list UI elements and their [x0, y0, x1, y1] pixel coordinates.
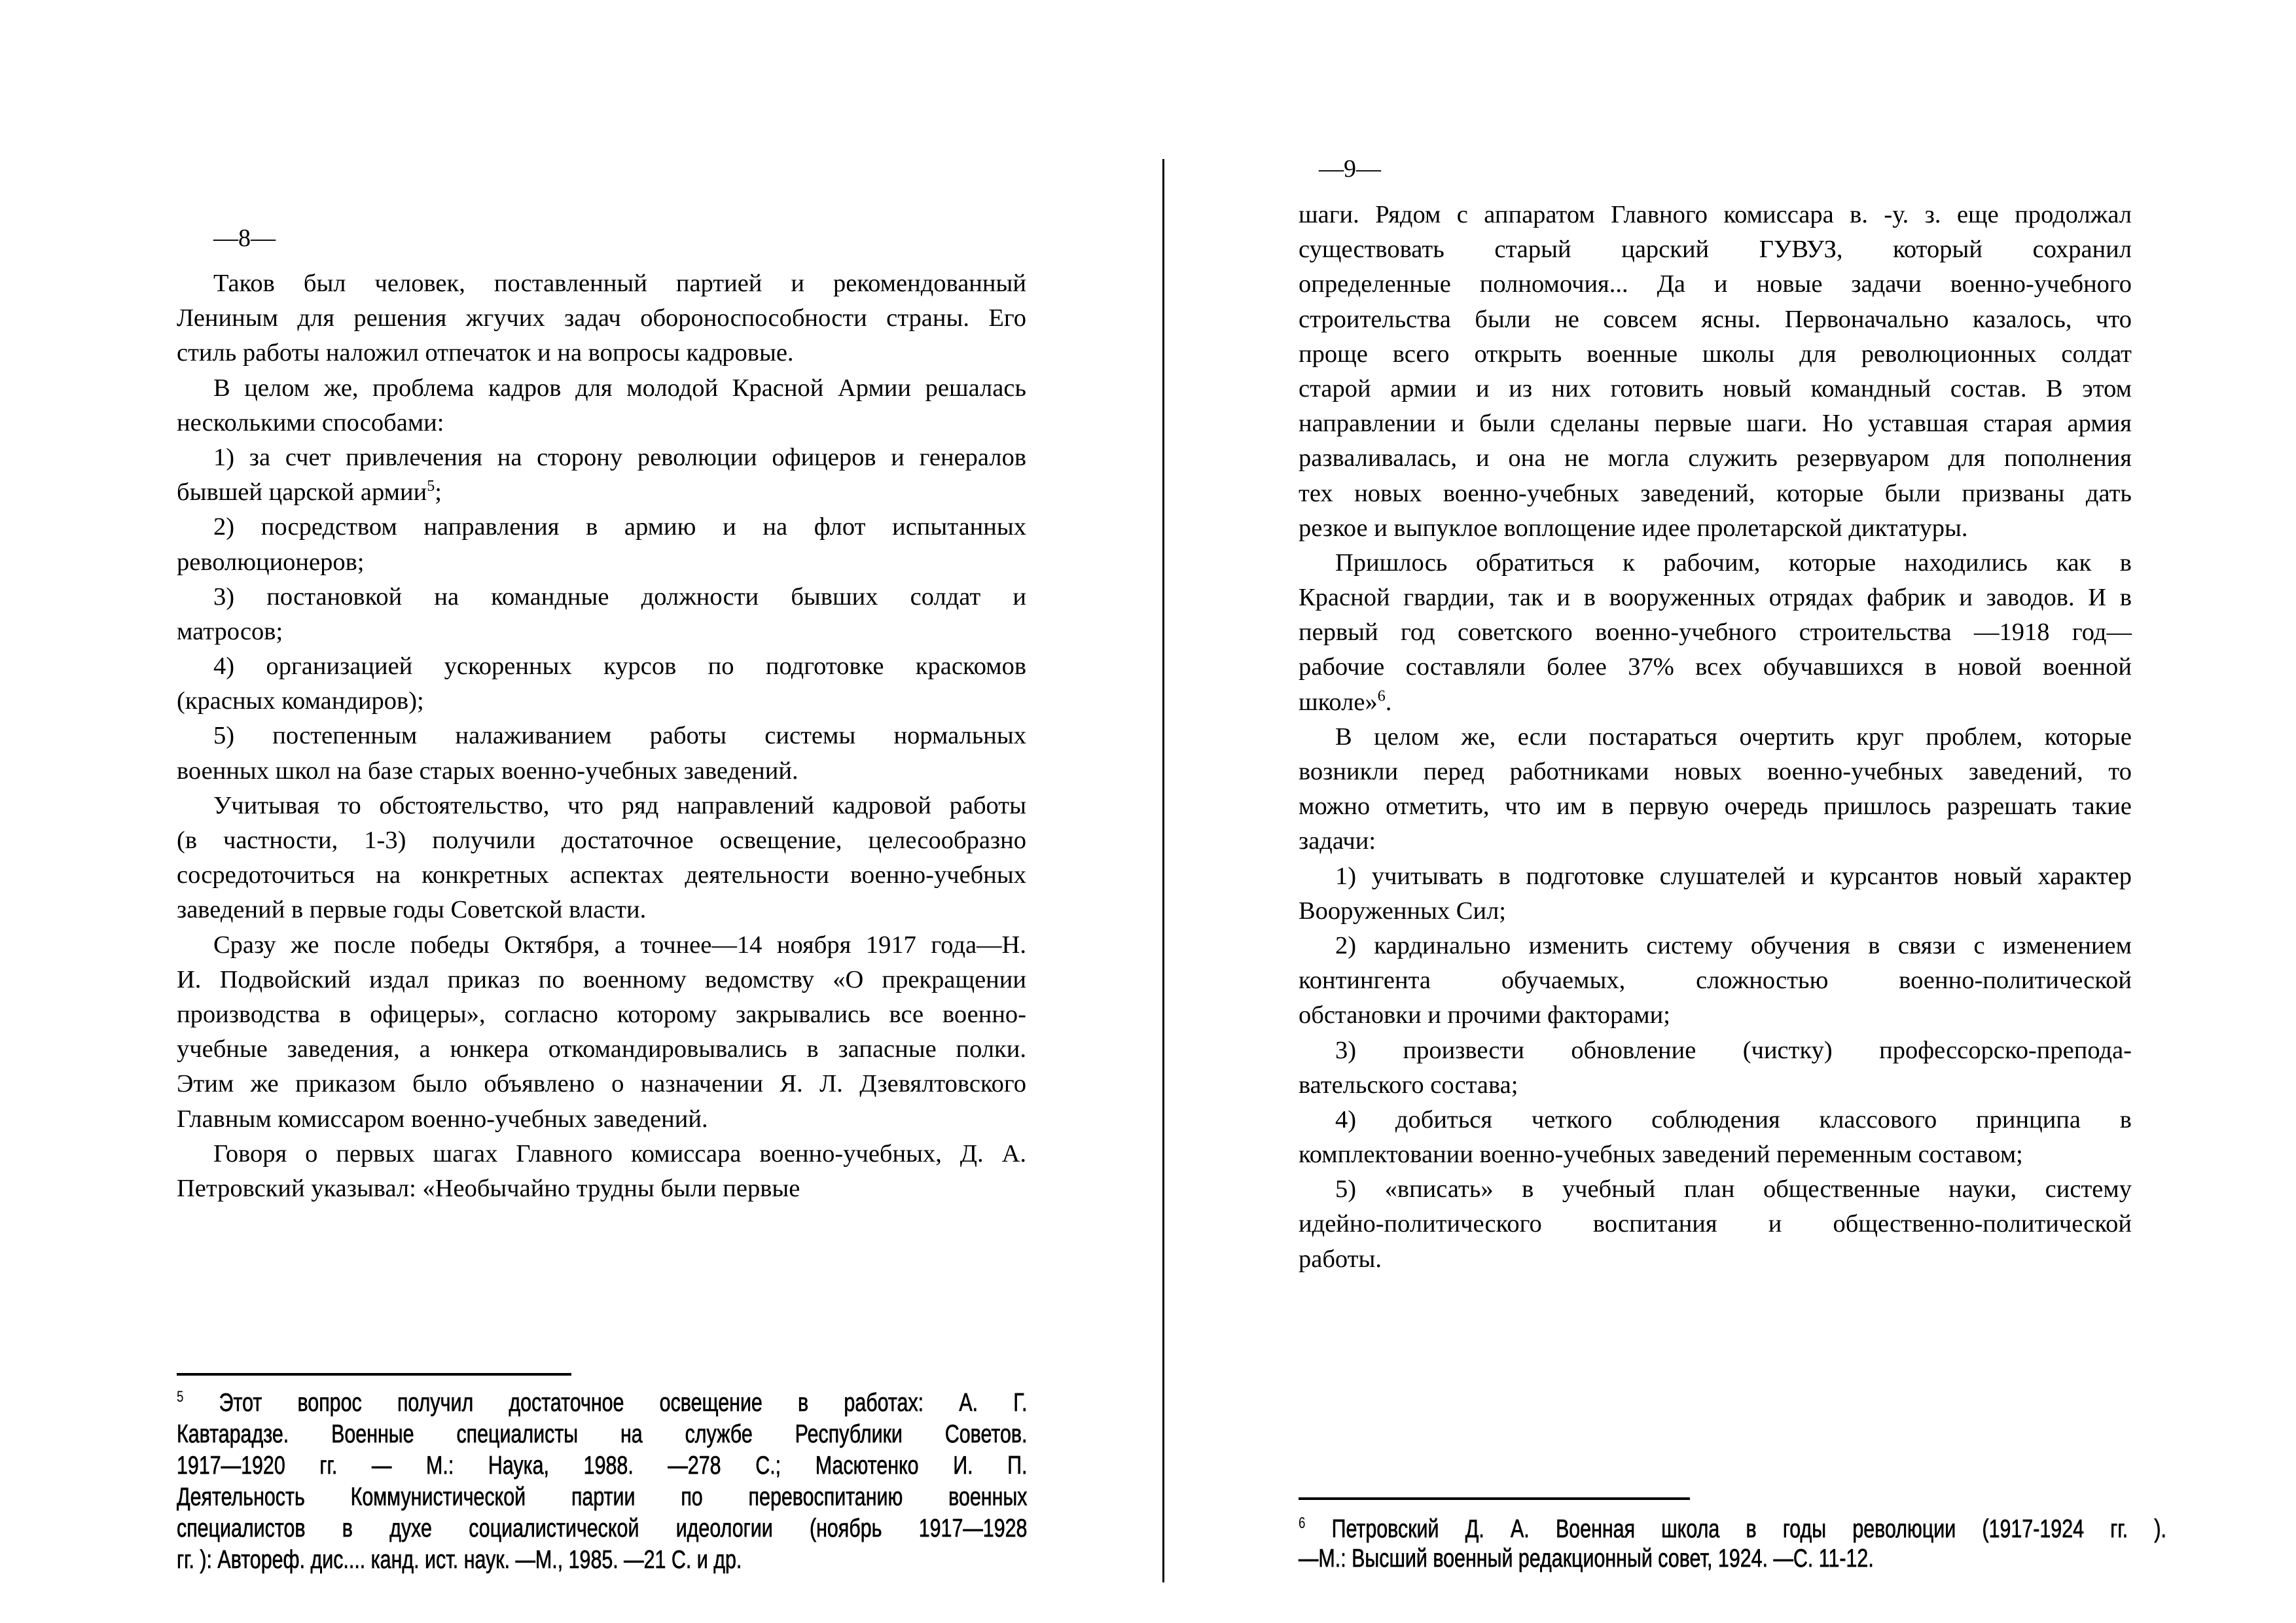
text-line [1299, 511, 2132, 546]
text-line [1299, 580, 2132, 615]
footnote-text: Деятельность Коммунистической партии по перевоспитанию военных [177, 1483, 1028, 1511]
footnote-line [177, 1544, 1027, 1576]
text-line [1299, 406, 2132, 441]
line-text: 4) добиться четкого соблюдения классового принципа в [1335, 1105, 2132, 1133]
right-page-body [1299, 198, 2132, 1277]
footnote-line [177, 1419, 1027, 1450]
paragraph [177, 1137, 1026, 1206]
line-text: 3) постановкой на командные должности бывших солдат и [213, 582, 1026, 611]
text-line [1299, 720, 2132, 755]
footnote-text: Этот вопрос получил достаточное освещение в работах: А. Г. [219, 1389, 1028, 1417]
line-text: стиль работы наложил отпечаток и на вопросы кадровые. [177, 339, 794, 367]
text-line [1299, 232, 2132, 267]
line-text: 5) «вписать» в учебный план общественные науки, систему [1335, 1175, 2132, 1204]
line-text: возникли перед работниками новых военно-учебных заведений, то [1299, 758, 2132, 785]
line-text: производства в офицеры», согласно которому закрывались все военно- [177, 1000, 1026, 1028]
text-line [1299, 546, 2132, 580]
line-text: направлении и были сделаны первые шаги. Но уставшая старая армия [1299, 410, 2132, 438]
line-text: тех новых военно-учебных заведений, которые были призваны дать [1299, 479, 2132, 507]
text-line [177, 440, 1026, 475]
footnote-line [177, 1387, 1027, 1419]
line-text: резкое и выпуклое воплощение идее пролетарской диктатуры. [1299, 514, 1968, 542]
footnote-text: —М.: Высший военный редакционный совет, 1924. —С. 11-12. [1299, 1544, 1874, 1573]
text-line [1299, 337, 2132, 372]
line-text: Таков был человек, поставленный партией и рекомендованный [213, 270, 1026, 297]
line-text: . [1385, 688, 1392, 716]
line-text: Главным комиссаром военно-учебных заведений. [177, 1105, 708, 1133]
text-line [177, 615, 1026, 649]
text-line [1299, 1068, 2132, 1103]
line-text: И. Подвойский издал приказ по военному ведомству «О прекращении [177, 965, 1026, 993]
line-text: обстановки и прочими факторами; [1299, 1001, 1670, 1029]
text-line [1299, 1103, 2132, 1137]
text-line [177, 1102, 1026, 1137]
footnote-line [177, 1482, 1027, 1513]
line-text: первый год советского военно-учебного строительства —1918 год— [1299, 618, 2132, 647]
text-line [177, 754, 1026, 789]
line-text: идейно-политического воспитания и общественно-политической [1299, 1210, 2132, 1238]
text-line [1299, 1207, 2132, 1241]
line-text: 3) произвести обновление (чистку) профессорско-препода- [1335, 1036, 2132, 1064]
footnote-rule-right [1299, 1497, 1690, 1500]
line-text: революционеров; [177, 548, 365, 576]
page-number-right: —9— [1319, 155, 1381, 183]
paragraph [1299, 720, 2132, 859]
line-text: ; [435, 478, 442, 507]
paragraph [1299, 198, 2132, 546]
line-text: 1) за счет привлечения на сторону революции офицеров и генералов [213, 443, 1026, 471]
line-text: несколькими способами: [177, 408, 444, 437]
text-line [1299, 441, 2132, 476]
line-text: 5) постепенным налаживанием работы системы нормальных [213, 722, 1026, 750]
footnote-marker: 6 [1299, 1514, 1306, 1532]
text-line [177, 719, 1026, 753]
text-line [1299, 685, 2132, 720]
line-text: Пришлось обратиться к рабочим, которые находились как в [1335, 548, 2132, 577]
text-line [1299, 1242, 2132, 1277]
text-line [1299, 859, 2132, 894]
text-line [1299, 929, 2132, 963]
line-text: военных школ на базе старых военно-учебных заведений. [177, 757, 798, 785]
footnote-line [177, 1513, 1027, 1544]
line-text: Учитывая то обстоятельство, что ряд направлений кадровой работы [213, 791, 1026, 819]
line-text: Петровский указывал: «Необычайно трудны были первые [177, 1174, 800, 1202]
line-text: Сразу же после победы Октября, а точнее—14 ноября 1917 года—Н. [213, 931, 1026, 959]
text-line [1299, 894, 2132, 929]
line-text: матросов; [177, 617, 283, 645]
line-text: работы. [1299, 1245, 1382, 1273]
line-text: сосредоточиться на конкретных аспектах деятельности военно-учебных [177, 861, 1026, 889]
paragraph [177, 719, 1026, 788]
line-text: 2) кардинально изменить систему обучения в связи с изменением [1335, 931, 2132, 959]
text-line [177, 371, 1026, 406]
footnote-marker: 5 [177, 1388, 184, 1406]
text-line [177, 649, 1026, 684]
footnote-text: Петровский Д. А. Военная школа в годы революции (1917-1924 гг. ). [1331, 1515, 2166, 1543]
text-line [177, 1171, 1026, 1206]
line-text: В целом же, если постараться очертить круг проблем, которые [1335, 722, 2132, 751]
paragraph [1299, 1033, 2132, 1103]
footnote-text: гг. ): Автореф. дис.... канд. ист. наук. —М., 1985. —21 С. и др. [177, 1546, 742, 1574]
text-line [177, 893, 1026, 927]
text-line [177, 510, 1026, 544]
footnote-ref: 5 [427, 478, 435, 495]
text-line [1299, 1137, 2132, 1172]
footnote-line [1299, 1544, 2166, 1573]
page-divider [1162, 159, 1164, 1582]
paragraph [1299, 1103, 2132, 1172]
footnote-5 [177, 1387, 1027, 1576]
text-line [177, 684, 1026, 719]
page-number-left: —8— [213, 224, 276, 252]
footnote-text: Кавтарадзе. Военные специалисты на службе Республики Советов. [177, 1420, 1028, 1448]
line-text: (красных командиров); [177, 687, 424, 715]
paragraph [177, 649, 1026, 719]
line-text: 2) посредством направления в армию и на флот испытанных [213, 513, 1026, 541]
footnote-rule-left [177, 1373, 571, 1376]
line-text: определенные полномочия... Да и новые задачи военно-учебного [1299, 270, 2132, 298]
paragraph [177, 928, 1026, 1137]
paragraph [177, 580, 1026, 649]
text-line [1299, 998, 2132, 1033]
text-line [177, 1032, 1026, 1067]
text-line [1299, 789, 2132, 824]
line-text: Красной гвардии, так и в вооруженных отрядах фабрик и заводов. И в [1299, 584, 2132, 612]
footnote-text: специалистов в духе социалистической идеологии (ноябрь 1917—1928 [177, 1514, 1028, 1543]
text-line [1299, 267, 2132, 302]
line-text: Этим же приказом было объявлено о назначении Я. Л. Дзевялтовского [177, 1070, 1026, 1098]
line-text: можно отметить, что им в первую очередь пришлось разрешать такие [1299, 793, 2132, 821]
line-text: строительства были не совсем ясны. Первоначально казалось, что [1299, 305, 2132, 333]
footnote-ref: 6 [1377, 687, 1386, 705]
paragraph [177, 440, 1026, 510]
text-line [177, 823, 1026, 858]
text-line [177, 301, 1026, 336]
paragraph [1299, 859, 2132, 929]
line-text: В целом же, проблема кадров для молодой Красной Армии решалась [213, 374, 1026, 402]
line-text: комплектовании военно-учебных заведений переменным составом; [1299, 1141, 2023, 1169]
line-text: старой армии и из них готовить новый командный состав. В этом [1299, 374, 2132, 402]
text-line [177, 1137, 1026, 1171]
text-line [1299, 372, 2132, 406]
line-text: проще всего открыть военные школы для революционных солдат [1299, 340, 2132, 368]
text-line [1299, 963, 2132, 998]
line-text: Говоря о первых шагах Главного комиссара военно-учебных, Д. А. [213, 1139, 1026, 1168]
paragraph [1299, 546, 2132, 720]
left-page-body [177, 266, 1026, 1206]
paragraph [177, 266, 1026, 371]
paragraph [177, 789, 1026, 928]
text-line [1299, 824, 2132, 859]
line-text: Вооруженных Сил; [1299, 897, 1506, 925]
line-text: школе» [1299, 688, 1378, 716]
line-text: вательского состава; [1299, 1071, 1518, 1099]
text-line [1299, 302, 2132, 337]
paragraph [1299, 929, 2132, 1033]
line-text: (в частности, 1-3) получили достаточное освещение, целесообразно [177, 827, 1026, 854]
text-line [1299, 1172, 2132, 1207]
line-text: 4) организацией ускоренных курсов по подготовке краскомов [213, 652, 1026, 681]
line-text: 1) учитывать в подготовке слушателей и курсантов новый характер [1335, 862, 2132, 890]
text-line [177, 580, 1026, 615]
line-text: существовать старый царский ГУВУЗ, который сохранил [1299, 236, 2132, 264]
paragraph [177, 510, 1026, 579]
paragraph [1299, 1172, 2132, 1277]
line-text: учебные заведения, а юнкера откомандировывались в запасные полки. [177, 1035, 1026, 1063]
line-text: рабочие составляли более 37% всех обучавшихся в новой военной [1299, 653, 2132, 681]
paragraph [177, 371, 1026, 440]
footnote-6 [1299, 1514, 2166, 1573]
line-text: заведений в первые годы Советской власти. [177, 896, 647, 924]
line-text: Лениным для решения жгучих задач обороноспособности страны. Его [177, 304, 1026, 332]
text-line [177, 1067, 1026, 1101]
text-line [177, 997, 1026, 1032]
text-line [177, 858, 1026, 893]
text-line [177, 928, 1026, 963]
text-line [1299, 198, 2132, 232]
line-text: контингента обучаемых, сложностью военно-политической [1299, 967, 2132, 995]
line-text: задачи: [1299, 827, 1376, 855]
line-text: шаги. Рядом с аппаратом Главного комиссара в. -у. з. еще продолжал [1299, 201, 2132, 228]
text-line [177, 406, 1026, 440]
text-line [1299, 476, 2132, 511]
footnote-line [1299, 1514, 2166, 1544]
text-line [177, 963, 1026, 997]
text-line [177, 545, 1026, 580]
text-line [177, 266, 1026, 301]
footnote-line [177, 1450, 1027, 1482]
text-line [177, 336, 1026, 370]
text-line [177, 475, 1026, 510]
line-text: разваливалась, и она не могла служить резервуаром для пополнения [1299, 444, 2132, 473]
text-line [1299, 1033, 2132, 1068]
text-line [177, 789, 1026, 823]
footnote-text: 1917—1920 гг. — М.: Наука, 1988. —278 С.; Масютенко И. П. [177, 1452, 1028, 1480]
text-line [1299, 755, 2132, 789]
text-line [1299, 650, 2132, 685]
line-text: бывшей царской армии [177, 478, 427, 507]
text-line [1299, 615, 2132, 650]
